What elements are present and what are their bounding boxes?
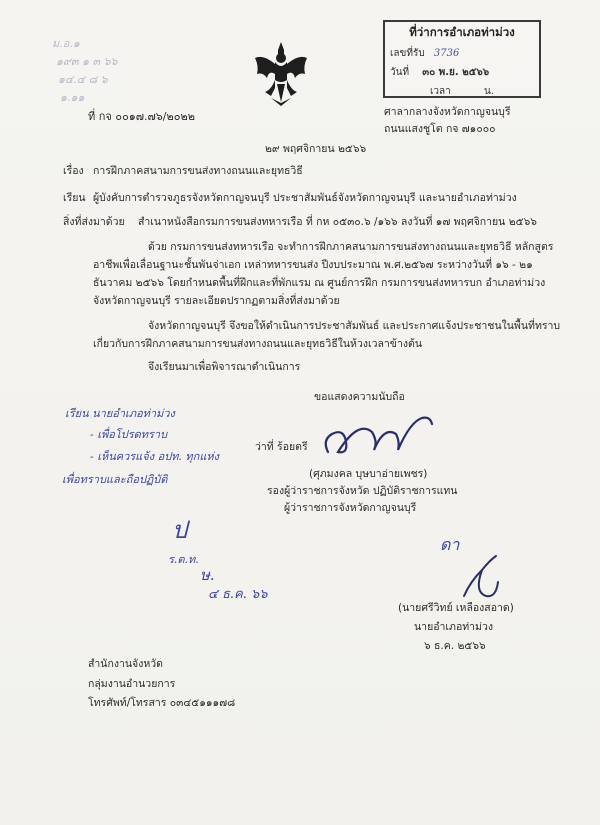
agency-line-2: ถนนแสงชูโต กจ ๗๑๐๐๐ <box>384 123 496 135</box>
garuda-emblem-icon <box>253 40 309 108</box>
signer-rank: ว่าที่ ร้อยตรี <box>255 441 308 453</box>
stamp-title: ที่ว่าการอำเภอท่าม่วง <box>409 25 515 39</box>
faint-note-4: ๑.๑๑ <box>60 91 85 104</box>
to-label: เรียน <box>63 192 86 204</box>
para1-line-1: ด้วย กรมการขนส่งทหารเรือ จะทำการฝึกภาคสนามการขนส่งทางถนนและยุทธวิธี หลักสูตร <box>148 241 554 253</box>
stamp-date-label: วันที่ <box>390 67 410 78</box>
para1-line-4: จังหวัดกาญจนบุรี รายละเอียดปรากฏตามสิ่งที่ส่งมาด้วย <box>93 295 340 307</box>
letter-date: ๒๙ พฤศจิกายน ๒๕๖๖ <box>265 143 367 155</box>
handwritten-note-line-4: เพื่อทราบและถือปฏิบัติ <box>62 473 168 486</box>
para2-line-2: เกี่ยวกับการฝึกภาคสนามการขนส่งทางถนนและยุทธวิธีในห้วงเวลาข้างต้น <box>93 338 422 350</box>
stamp-time-row <box>390 84 534 99</box>
district-officer-note: ดา <box>440 535 460 554</box>
district-officer-name: (นายศรีวิทย์ เหลืองสอาด) <box>398 602 514 614</box>
handwritten-note-line-3: - เห็นควรแจ้ง อปท. ทุกแห่ง <box>90 450 220 463</box>
agency-line-1: ศาลากลางจังหวัดกาญจนบุรี <box>384 106 511 118</box>
handwritten-note-line-1: เรียน นายอำเภอท่าม่วง <box>65 407 175 420</box>
faint-note-1: ม.อ.๑ <box>52 37 80 50</box>
stamp-receive-row <box>390 46 534 61</box>
stamp-time-label: เวลา <box>430 86 451 97</box>
footer-phone: โทรศัพท์/โทรสาร ๐๓๔๕๑๑๑๗๘ <box>88 697 236 709</box>
stamp-date-row <box>390 65 534 80</box>
stamp-receive-label: เลขที่รับ <box>390 48 425 59</box>
stamp-receive-value: 3736 <box>433 48 460 59</box>
handwritten-note-line-2: - เพื่อโปรดทราบ <box>90 428 168 441</box>
closing: ขอแสดงความนับถือ <box>314 391 405 403</box>
para2-line-1: จังหวัดกาญจนบุรี จึงขอให้ดำเนินการประชาสัมพันธ์ และประกาศแจ้งประชาชนในพื้นที่ทราบ <box>148 320 561 332</box>
signer-title-2: ผู้ว่าราชการจังหวัดกาญจนบุรี <box>284 502 417 514</box>
signer-name: (ศุภมงคล บุษบาอ่ายเพชร) <box>309 468 428 480</box>
district-officer-date: ๖ ธ.ค. ๒๕๖๖ <box>424 640 486 652</box>
stamp-date-value: ๓๐ พ.ย. ๒๕๖๖ <box>422 67 490 78</box>
stamp-time-suffix: น. <box>483 86 494 97</box>
para1-line-3: ธันวาคม ๒๕๖๖ โดยกำหนดพื้นที่ฝึกและที่พักแรม ณ ศูนย์การฝึก กรมการขนส่งทหารบก อำเภอท่าม่วง <box>93 277 546 289</box>
receipt-stamp <box>383 20 541 98</box>
signer-title-1: รองผู้ว่าราชการจังหวัด ปฏิบัติราชการแทน <box>267 485 458 497</box>
attachment-text: สำเนาหนังสือกรมการขนส่งทหารเรือ ที่ กห ๐๕๓๐.๖ /๑๖๖ ลงวันที่ ๑๗ พฤศจิกายน ๒๕๖๖ <box>138 216 537 228</box>
para1-line-2: อาชีพเพื่อเลื่อนฐานะชั้นพันจ่าเอก เหล่าทหารขนส่ง ปีงบประมาณ พ.ศ.๒๕๖๗ ระหว่างวันที่ ๑๖ - ๒๑ <box>93 259 533 271</box>
district-officer-signature-icon <box>456 552 506 602</box>
to-text: ผู้บังคับการตำรวจภูธรจังหวัดกาญจนบุรี ประชาสัมพันธ์จังหวัดกาญจนบุรี และนายอำเภอท่าม่วง <box>93 192 517 204</box>
attachment-label: สิ่งที่ส่งมาด้วย <box>63 216 125 228</box>
handwritten-initial: ร.ต.ท. <box>168 553 199 566</box>
handwritten-date: ๔ ธ.ค. ๖๖ <box>208 587 268 602</box>
subject-label: เรื่อง <box>63 165 84 177</box>
footer-office: สำนักงานจังหวัด <box>88 658 163 670</box>
district-officer-title: นายอำเภอท่าม่วง <box>414 621 494 633</box>
para3: จึงเรียนมาเพื่อพิจารณาดำเนินการ <box>148 361 301 373</box>
footer-group: กลุ่มงานอำนวยการ <box>88 678 176 690</box>
faint-note-2: ๑๙๓ ๑ ๓ ๖๖ <box>56 55 118 68</box>
subject-text: การฝึกภาคสนามการขนส่งทางถนนและยุทธวิธี <box>93 165 303 177</box>
handwritten-mark: ป <box>172 516 188 544</box>
handwritten-sign-2: ษ. <box>200 566 215 584</box>
faint-note-3: ๑๔.๔ ๘ ๖ <box>58 73 108 86</box>
reference-number: ที่ กจ ๐๐๑๗.๗๖/๒๐๒๒ <box>88 110 195 123</box>
signature-icon <box>318 412 438 462</box>
